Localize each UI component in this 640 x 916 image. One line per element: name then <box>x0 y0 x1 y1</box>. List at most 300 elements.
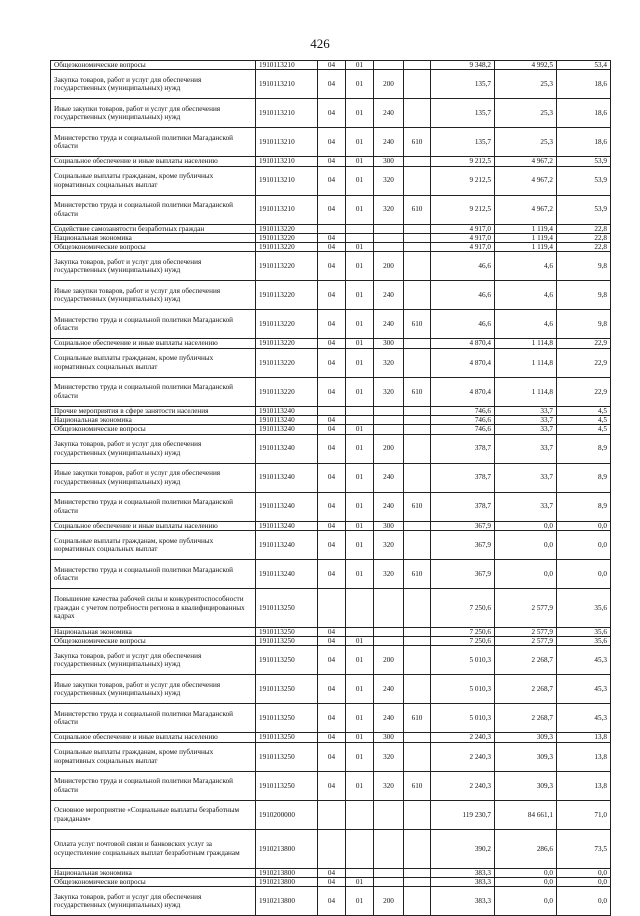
row-target-code: 1910113220 <box>256 252 318 281</box>
row-planned: 5 010,3 <box>431 675 495 704</box>
row-section: 04 <box>318 339 346 348</box>
row-target-code: 1910113250 <box>256 675 318 704</box>
row-section: 04 <box>318 166 346 195</box>
row-expense-type: 300 <box>374 733 404 742</box>
row-name: Социальное обеспечение и иные выплаты населению <box>51 733 256 742</box>
row-expense-type: 320 <box>374 530 404 559</box>
row-executed: 2 268,7 <box>495 646 557 675</box>
row-executed: 1 114,8 <box>495 348 557 377</box>
row-target-code: 1910113220 <box>256 233 318 242</box>
row-expense-type: 200 <box>374 434 404 463</box>
table-row <box>51 434 611 463</box>
table-row <box>51 252 611 281</box>
row-executed: 309,3 <box>495 771 557 800</box>
row-admin-code <box>404 742 431 771</box>
row-admin-code <box>404 637 431 646</box>
row-subsection: 01 <box>346 434 374 463</box>
table-row <box>51 233 611 242</box>
row-section: 04 <box>318 128 346 157</box>
row-planned: 46,6 <box>431 281 495 310</box>
row-target-code: 1910113250 <box>256 771 318 800</box>
row-target-code: 1910113250 <box>256 646 318 675</box>
budget-table <box>50 60 611 916</box>
row-target-code: 1910113220 <box>256 348 318 377</box>
row-name: Национальная экономика <box>51 233 256 242</box>
row-expense-type: 240 <box>374 128 404 157</box>
row-planned: 367,9 <box>431 559 495 588</box>
row-section: 04 <box>318 243 346 252</box>
table-row <box>51 627 611 636</box>
row-executed: 33,7 <box>495 425 557 434</box>
row-section: 04 <box>318 559 346 588</box>
row-name: Общеэкономические вопросы <box>51 243 256 252</box>
row-section: 04 <box>318 434 346 463</box>
row-percent: 35,6 <box>557 588 611 627</box>
row-percent: 18,6 <box>557 128 611 157</box>
row-name: Общеэкономические вопросы <box>51 877 256 886</box>
row-percent: 13,8 <box>557 742 611 771</box>
row-percent: 0,0 <box>557 868 611 877</box>
row-expense-type <box>374 588 404 627</box>
row-name: Закупка товаров, работ и услуг для обеспечения государственных (муниципальных) нужд <box>51 887 256 916</box>
row-subsection <box>346 868 374 877</box>
row-planned: 9 212,5 <box>431 195 495 224</box>
row-name: Министерство труда и социальной политики Магаданской области <box>51 559 256 588</box>
row-admin-code <box>404 733 431 742</box>
row-percent: 45,3 <box>557 675 611 704</box>
row-expense-type <box>374 233 404 242</box>
row-admin-code: 610 <box>404 771 431 800</box>
row-expense-type: 320 <box>374 742 404 771</box>
row-expense-type: 320 <box>374 166 404 195</box>
row-percent: 53,9 <box>557 166 611 195</box>
table-row <box>51 425 611 434</box>
row-executed: 0,0 <box>495 877 557 886</box>
row-name: Министерство труда и социальной политики Магаданской области <box>51 310 256 339</box>
row-expense-type: 240 <box>374 492 404 521</box>
row-planned: 383,3 <box>431 868 495 877</box>
row-expense-type: 240 <box>374 310 404 339</box>
row-name: Оплата услуг почтовой связи и банковских услуг за осуществление социальных выплат безработным гражданам <box>51 829 256 868</box>
table-row <box>51 406 611 415</box>
row-admin-code <box>404 829 431 868</box>
row-name: Министерство труда и социальной политики Магаданской области <box>51 492 256 521</box>
row-expense-type: 300 <box>374 157 404 166</box>
row-executed: 0,0 <box>495 521 557 530</box>
row-percent: 9,8 <box>557 310 611 339</box>
row-executed: 1 114,8 <box>495 377 557 406</box>
row-admin-code: 610 <box>404 704 431 733</box>
row-expense-type: 320 <box>374 195 404 224</box>
row-subsection: 01 <box>346 195 374 224</box>
row-percent: 9,8 <box>557 281 611 310</box>
row-section <box>318 800 346 829</box>
row-planned: 4 917,0 <box>431 233 495 242</box>
row-percent: 4,5 <box>557 415 611 424</box>
row-percent: 53,4 <box>557 61 611 70</box>
table-row <box>51 310 611 339</box>
row-admin-code <box>404 252 431 281</box>
table-row <box>51 559 611 588</box>
row-subsection: 01 <box>346 166 374 195</box>
row-expense-type: 200 <box>374 70 404 99</box>
row-target-code: 1910113240 <box>256 425 318 434</box>
row-admin-code: 610 <box>404 310 431 339</box>
row-name: Социальное обеспечение и иные выплаты населению <box>51 339 256 348</box>
table-row <box>51 166 611 195</box>
table-body <box>51 61 611 916</box>
table-row <box>51 157 611 166</box>
row-subsection <box>346 800 374 829</box>
row-section: 04 <box>318 99 346 128</box>
row-admin-code <box>404 530 431 559</box>
row-planned: 4 917,0 <box>431 243 495 252</box>
row-percent: 22,8 <box>557 233 611 242</box>
row-expense-type: 240 <box>374 704 404 733</box>
row-planned: 9 348,2 <box>431 61 495 70</box>
row-subsection: 01 <box>346 463 374 492</box>
row-planned: 119 230,7 <box>431 800 495 829</box>
table-row <box>51 195 611 224</box>
row-subsection <box>346 415 374 424</box>
row-percent: 45,3 <box>557 646 611 675</box>
row-subsection: 01 <box>346 742 374 771</box>
row-admin-code: 610 <box>404 377 431 406</box>
row-admin-code <box>404 99 431 128</box>
row-section: 04 <box>318 252 346 281</box>
row-expense-type: 320 <box>374 771 404 800</box>
row-name: Общеэкономические вопросы <box>51 61 256 70</box>
row-executed: 2 577,9 <box>495 627 557 636</box>
row-target-code: 1910113210 <box>256 70 318 99</box>
row-planned: 2 240,3 <box>431 771 495 800</box>
row-target-code: 1910113220 <box>256 281 318 310</box>
row-target-code: 1910113250 <box>256 588 318 627</box>
row-target-code: 1910113220 <box>256 224 318 233</box>
row-percent: 22,8 <box>557 243 611 252</box>
row-name: Министерство труда и социальной политики Магаданской области <box>51 195 256 224</box>
row-executed: 4,6 <box>495 252 557 281</box>
row-name: Министерство труда и социальной политики Магаданской области <box>51 771 256 800</box>
table-row <box>51 61 611 70</box>
row-planned: 4 870,4 <box>431 339 495 348</box>
row-executed: 2 268,7 <box>495 704 557 733</box>
row-admin-code <box>404 415 431 424</box>
row-planned: 9 212,5 <box>431 166 495 195</box>
row-executed: 33,7 <box>495 492 557 521</box>
row-executed: 33,7 <box>495 463 557 492</box>
row-planned: 746,6 <box>431 406 495 415</box>
row-target-code: 1910113250 <box>256 704 318 733</box>
table-row <box>51 646 611 675</box>
row-section: 04 <box>318 868 346 877</box>
table-row <box>51 637 611 646</box>
row-subsection: 01 <box>346 128 374 157</box>
row-expense-type <box>374 829 404 868</box>
row-admin-code <box>404 868 431 877</box>
row-executed: 25,3 <box>495 128 557 157</box>
row-name: Повышение качества рабочей силы и конкурентоспособности граждан с учетом потребности региона в квалифицированных кадрах <box>51 588 256 627</box>
row-subsection <box>346 224 374 233</box>
row-executed: 2 577,9 <box>495 588 557 627</box>
row-admin-code: 610 <box>404 492 431 521</box>
row-planned: 746,6 <box>431 425 495 434</box>
row-admin-code <box>404 157 431 166</box>
row-admin-code <box>404 224 431 233</box>
row-section: 04 <box>318 281 346 310</box>
row-subsection <box>346 829 374 868</box>
row-section: 04 <box>318 675 346 704</box>
row-expense-type <box>374 224 404 233</box>
row-executed: 4 967,2 <box>495 195 557 224</box>
row-section <box>318 829 346 868</box>
row-percent: 35,6 <box>557 627 611 636</box>
row-section: 04 <box>318 646 346 675</box>
row-executed: 0,0 <box>495 868 557 877</box>
row-expense-type: 240 <box>374 281 404 310</box>
row-target-code: 1910113240 <box>256 434 318 463</box>
row-planned: 378,7 <box>431 434 495 463</box>
row-admin-code <box>404 521 431 530</box>
row-admin-code <box>404 425 431 434</box>
row-target-code: 1910213800 <box>256 829 318 868</box>
row-name: Социальные выплаты гражданам, кроме публичных нормативных социальных выплат <box>51 742 256 771</box>
table-row <box>51 829 611 868</box>
row-name: Основное мероприятие «Социальные выплаты безработным гражданам» <box>51 800 256 829</box>
row-executed: 1 119,4 <box>495 233 557 242</box>
row-admin-code <box>404 627 431 636</box>
table-row <box>51 800 611 829</box>
row-expense-type <box>374 415 404 424</box>
row-planned: 135,7 <box>431 128 495 157</box>
row-section: 04 <box>318 61 346 70</box>
row-executed: 4 967,2 <box>495 166 557 195</box>
row-name: Социальное обеспечение и иные выплаты населению <box>51 157 256 166</box>
row-executed: 1 119,4 <box>495 243 557 252</box>
row-percent: 8,9 <box>557 492 611 521</box>
row-target-code: 1910113240 <box>256 521 318 530</box>
row-executed: 0,0 <box>495 559 557 588</box>
row-target-code: 1910113240 <box>256 530 318 559</box>
table-row <box>51 463 611 492</box>
row-executed: 33,7 <box>495 406 557 415</box>
row-executed: 0,0 <box>495 530 557 559</box>
row-subsection: 01 <box>346 887 374 916</box>
row-percent: 0,0 <box>557 877 611 886</box>
row-executed: 309,3 <box>495 733 557 742</box>
row-admin-code: 610 <box>404 559 431 588</box>
row-expense-type: 200 <box>374 252 404 281</box>
row-percent: 18,6 <box>557 70 611 99</box>
row-section <box>318 406 346 415</box>
row-admin-code <box>404 406 431 415</box>
table-row <box>51 675 611 704</box>
row-percent: 71,0 <box>557 800 611 829</box>
row-section: 04 <box>318 492 346 521</box>
row-target-code: 1910113240 <box>256 492 318 521</box>
table-row <box>51 588 611 627</box>
row-percent: 13,8 <box>557 733 611 742</box>
row-name: Закупка товаров, работ и услуг для обеспечения государственных (муниципальных) нужд <box>51 434 256 463</box>
row-planned: 4 870,4 <box>431 348 495 377</box>
row-planned: 746,6 <box>431 415 495 424</box>
row-admin-code <box>404 887 431 916</box>
row-name: Содействие самозанятости безработных граждан <box>51 224 256 233</box>
row-subsection: 01 <box>346 530 374 559</box>
row-admin-code <box>404 243 431 252</box>
table-row <box>51 281 611 310</box>
row-subsection: 01 <box>346 61 374 70</box>
row-section: 04 <box>318 521 346 530</box>
row-percent: 0,0 <box>557 530 611 559</box>
table-row <box>51 243 611 252</box>
row-target-code: 1910113210 <box>256 61 318 70</box>
row-executed: 2 577,9 <box>495 637 557 646</box>
row-name: Социальные выплаты гражданам, кроме публичных нормативных социальных выплат <box>51 530 256 559</box>
row-executed: 84 661,1 <box>495 800 557 829</box>
row-subsection: 01 <box>346 771 374 800</box>
row-percent: 13,8 <box>557 771 611 800</box>
row-executed: 309,3 <box>495 742 557 771</box>
row-section: 04 <box>318 348 346 377</box>
table-row <box>51 339 611 348</box>
row-subsection: 01 <box>346 704 374 733</box>
row-planned: 390,2 <box>431 829 495 868</box>
row-subsection: 01 <box>346 559 374 588</box>
row-subsection: 01 <box>346 99 374 128</box>
row-admin-code: 610 <box>404 195 431 224</box>
table-row <box>51 887 611 916</box>
row-percent: 0,0 <box>557 521 611 530</box>
row-subsection <box>346 406 374 415</box>
row-name: Иные закупки товаров, работ и услуг для обеспечения государственных (муниципальных) нужд <box>51 281 256 310</box>
row-planned: 9 212,5 <box>431 157 495 166</box>
row-name: Национальная экономика <box>51 415 256 424</box>
row-target-code: 1910113210 <box>256 166 318 195</box>
row-target-code: 1910113210 <box>256 128 318 157</box>
row-admin-code <box>404 281 431 310</box>
row-expense-type: 320 <box>374 559 404 588</box>
row-name: Закупка товаров, работ и услуг для обеспечения государственных (муниципальных) нужд <box>51 70 256 99</box>
row-section: 04 <box>318 377 346 406</box>
row-name: Национальная экономика <box>51 627 256 636</box>
row-subsection: 01 <box>346 425 374 434</box>
row-planned: 7 250,6 <box>431 588 495 627</box>
row-planned: 378,7 <box>431 492 495 521</box>
row-subsection: 01 <box>346 281 374 310</box>
table-row <box>51 530 611 559</box>
row-percent: 22,9 <box>557 377 611 406</box>
row-target-code: 1910113210 <box>256 195 318 224</box>
row-name: Социальные выплаты гражданам, кроме публичных нормативных социальных выплат <box>51 166 256 195</box>
row-planned: 383,3 <box>431 877 495 886</box>
row-section: 04 <box>318 195 346 224</box>
row-expense-type <box>374 868 404 877</box>
row-planned: 367,9 <box>431 530 495 559</box>
row-target-code: 1910200000 <box>256 800 318 829</box>
row-target-code: 1910113220 <box>256 243 318 252</box>
row-executed: 33,7 <box>495 415 557 424</box>
row-executed: 33,7 <box>495 434 557 463</box>
row-subsection: 01 <box>346 310 374 339</box>
row-executed: 25,3 <box>495 70 557 99</box>
row-admin-code <box>404 675 431 704</box>
table-row <box>51 415 611 424</box>
row-target-code: 1910113250 <box>256 637 318 646</box>
table-row <box>51 492 611 521</box>
row-target-code: 1910113220 <box>256 339 318 348</box>
row-subsection: 01 <box>346 675 374 704</box>
table-row <box>51 128 611 157</box>
row-subsection <box>346 233 374 242</box>
table-row <box>51 377 611 406</box>
row-planned: 367,9 <box>431 521 495 530</box>
row-name: Общеэкономические вопросы <box>51 425 256 434</box>
row-section: 04 <box>318 627 346 636</box>
row-target-code: 1910113250 <box>256 627 318 636</box>
row-subsection: 01 <box>346 339 374 348</box>
row-planned: 2 240,3 <box>431 733 495 742</box>
row-percent: 0,0 <box>557 887 611 916</box>
row-planned: 46,6 <box>431 252 495 281</box>
row-planned: 46,6 <box>431 310 495 339</box>
row-subsection: 01 <box>346 646 374 675</box>
row-expense-type: 320 <box>374 377 404 406</box>
row-percent: 22,9 <box>557 348 611 377</box>
table-row <box>51 70 611 99</box>
row-name: Социальные выплаты гражданам, кроме публичных нормативных социальных выплат <box>51 348 256 377</box>
table-row <box>51 99 611 128</box>
row-section: 04 <box>318 877 346 886</box>
row-admin-code <box>404 166 431 195</box>
row-name: Министерство труда и социальной политики Магаданской области <box>51 128 256 157</box>
row-subsection: 01 <box>346 521 374 530</box>
row-target-code: 1910113220 <box>256 310 318 339</box>
row-name: Иные закупки товаров, работ и услуг для обеспечения государственных (муниципальных) нужд <box>51 99 256 128</box>
row-executed: 4 967,2 <box>495 157 557 166</box>
row-target-code: 1910213800 <box>256 868 318 877</box>
row-expense-type <box>374 627 404 636</box>
row-section: 04 <box>318 887 346 916</box>
row-section <box>318 588 346 627</box>
row-name: Иные закупки товаров, работ и услуг для обеспечения государственных (муниципальных) нужд <box>51 463 256 492</box>
row-subsection: 01 <box>346 733 374 742</box>
row-target-code: 1910113240 <box>256 463 318 492</box>
row-executed: 1 119,4 <box>495 224 557 233</box>
row-admin-code <box>404 61 431 70</box>
row-section: 04 <box>318 742 346 771</box>
row-target-code: 1910213800 <box>256 877 318 886</box>
table-row <box>51 742 611 771</box>
row-subsection: 01 <box>346 157 374 166</box>
row-name: Министерство труда и социальной политики Магаданской области <box>51 377 256 406</box>
row-planned: 7 250,6 <box>431 627 495 636</box>
row-expense-type <box>374 637 404 646</box>
row-percent: 35,6 <box>557 637 611 646</box>
row-subsection <box>346 627 374 636</box>
row-target-code: 1910113210 <box>256 157 318 166</box>
row-percent: 0,0 <box>557 559 611 588</box>
row-planned: 4 870,4 <box>431 377 495 406</box>
row-admin-code <box>404 339 431 348</box>
row-name: Министерство труда и социальной политики Магаданской области <box>51 704 256 733</box>
row-name: Закупка товаров, работ и услуг для обеспечения государственных (муниципальных) нужд <box>51 252 256 281</box>
row-target-code: 1910113250 <box>256 733 318 742</box>
row-percent: 53,9 <box>557 157 611 166</box>
row-section: 04 <box>318 415 346 424</box>
row-expense-type <box>374 877 404 886</box>
row-target-code: 1910213800 <box>256 887 318 916</box>
